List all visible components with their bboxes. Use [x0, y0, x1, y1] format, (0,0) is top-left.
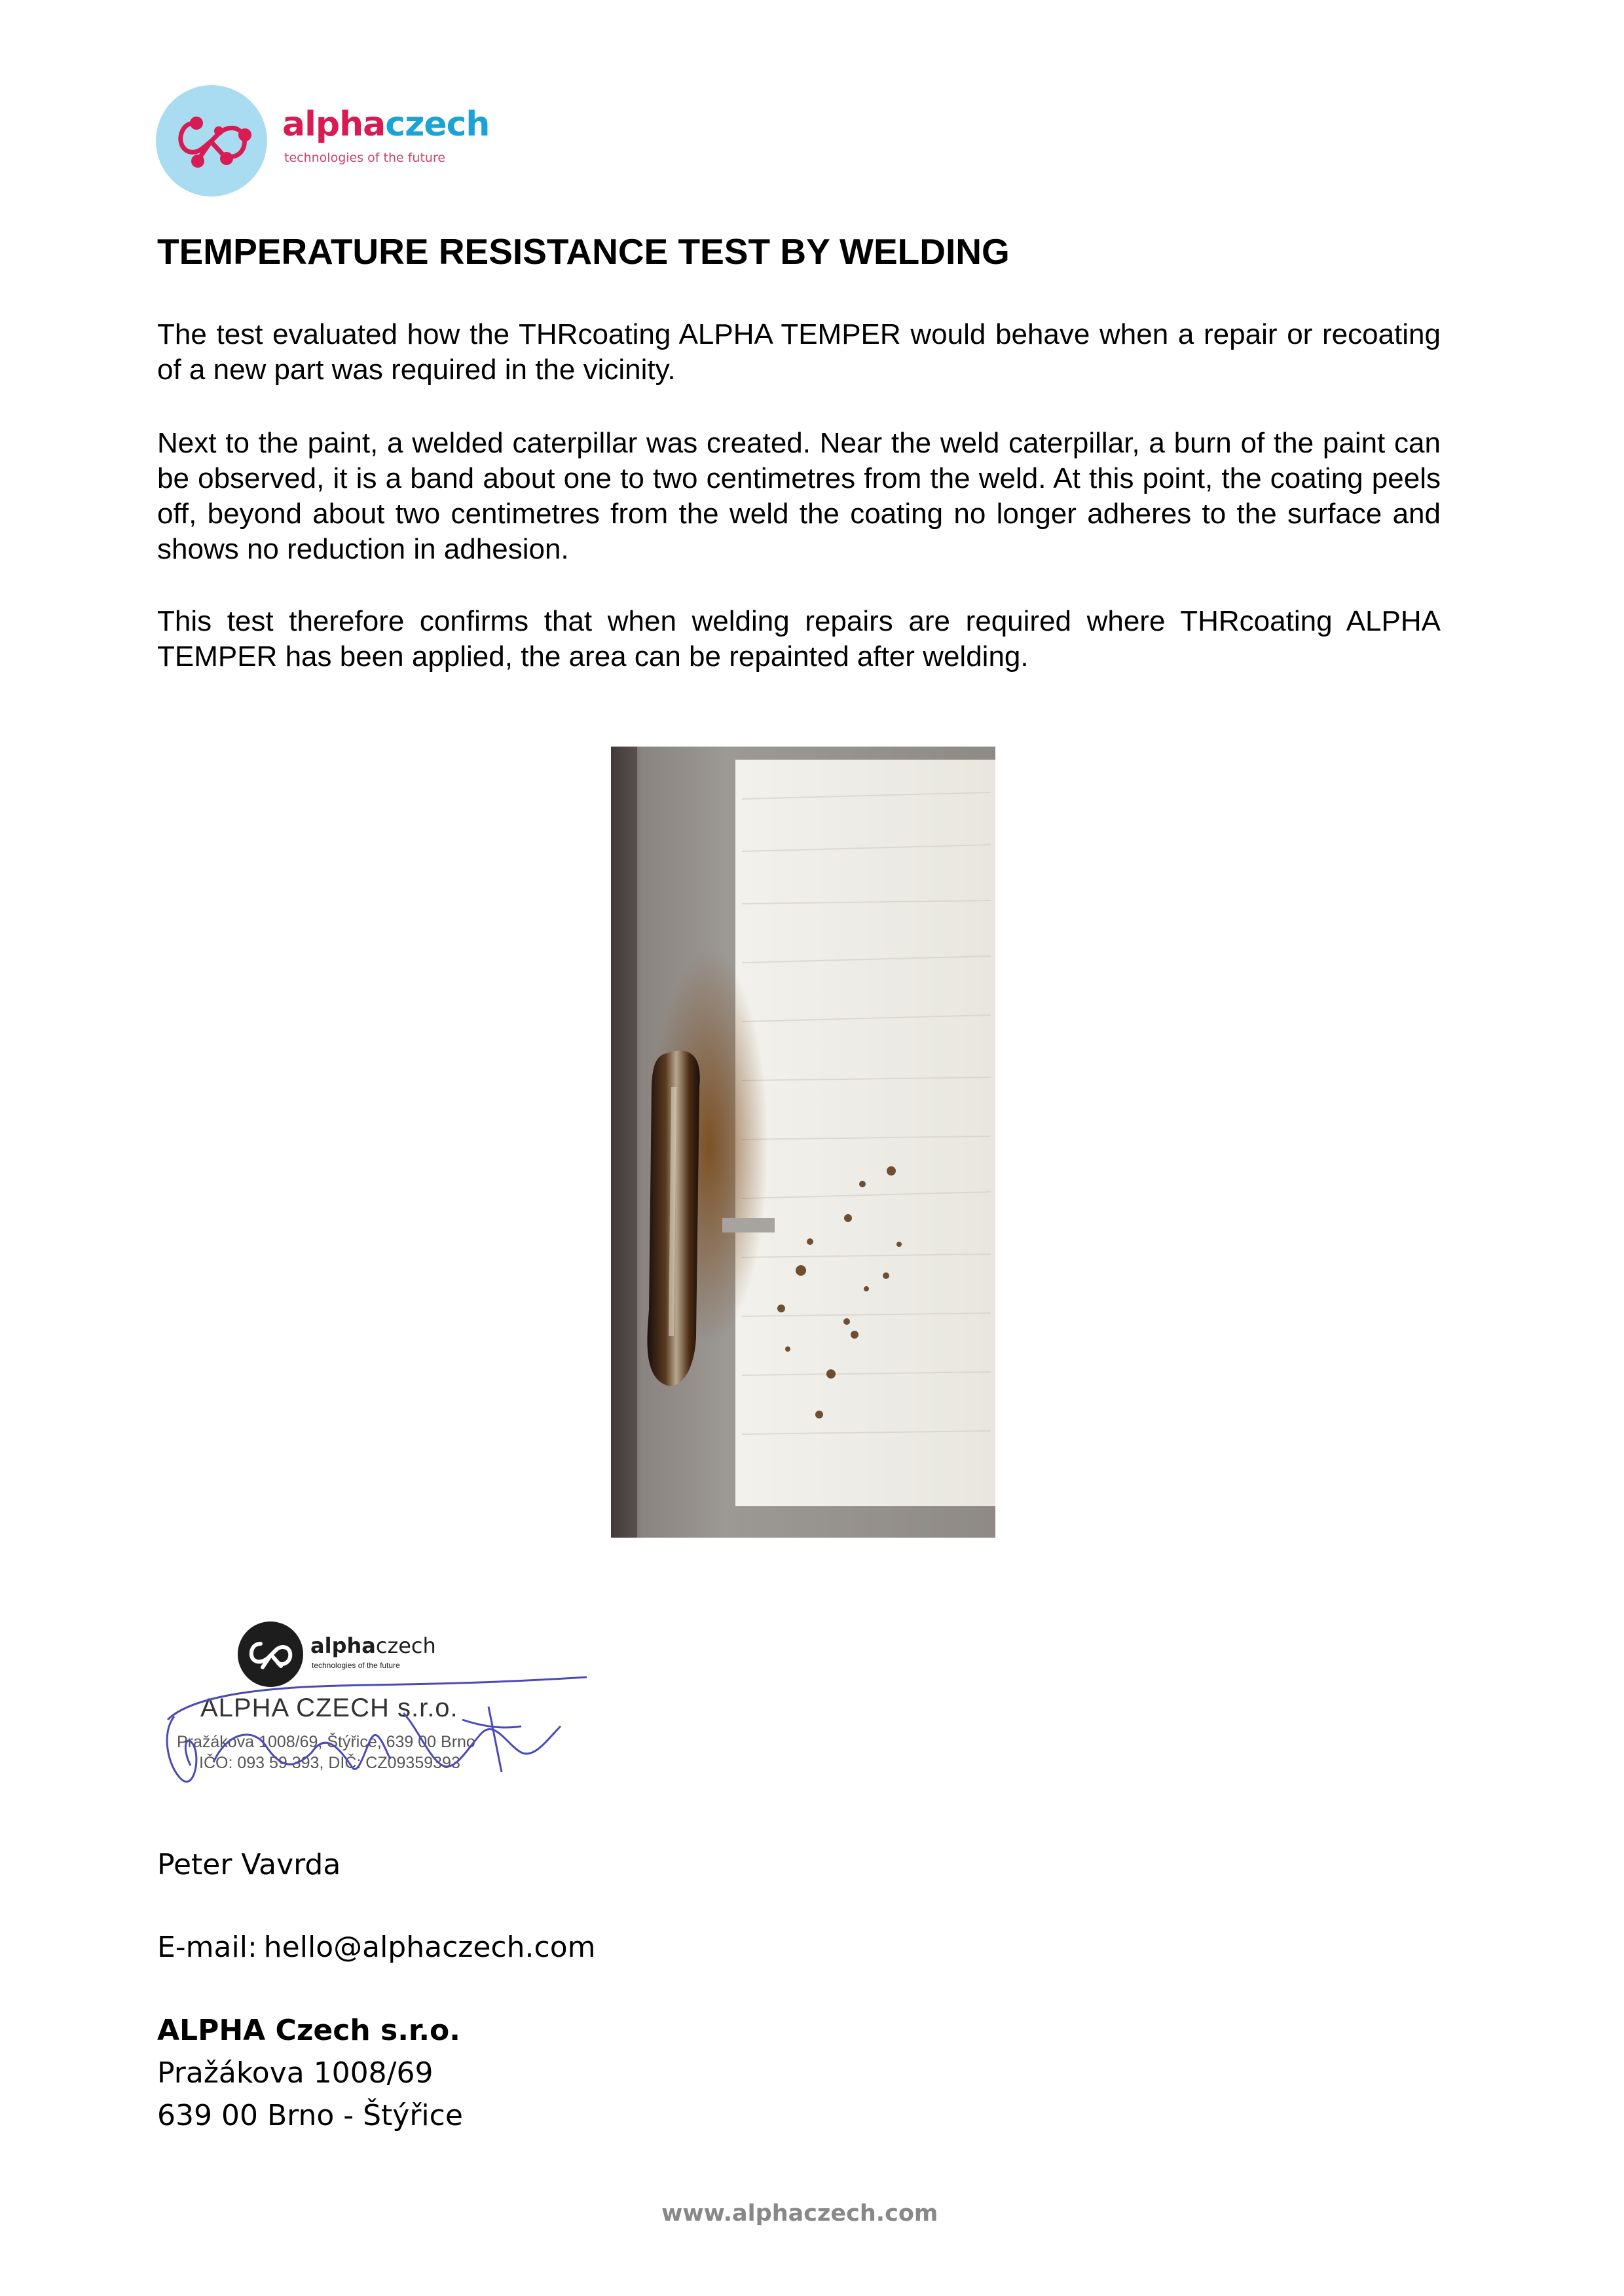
paragraph-intro: The test evaluated how the THRcoating ALPHA TEMPER would behave when a repair or recoating of a new part was required in the vicinity. — [157, 318, 1441, 386]
company-stamp — [155, 1615, 600, 1811]
stamp-logo-alpha: alpha — [310, 1633, 376, 1658]
stamp-company-name: ALPHA CZECH s.r.o. — [200, 1694, 458, 1722]
handwritten-signature — [155, 1615, 600, 1811]
logo-molecule-icon — [156, 85, 267, 196]
logo-wordmark-czech: czech — [385, 105, 490, 144]
paragraph-conclusion: This test therefore confirms that when welding repairs are required where THRcoating ALPHA TEMPER has been applied, the area can be repainted after welding. — [157, 605, 1441, 673]
contact-email-line — [157, 1931, 595, 1964]
company-logo — [156, 85, 509, 196]
company-name: ALPHA Czech s.r.o. — [157, 2014, 460, 2047]
stamp-address: Pražákova 1008/69, Štýřice, 639 00 Brno — [177, 1733, 475, 1751]
document-title: TEMPERATURE RESISTANCE TEST BY WELDING — [157, 231, 1010, 272]
email-address-link[interactable]: hello@alphaczech.com — [263, 1931, 596, 1964]
signatory-name: Peter Vavrda — [157, 1848, 341, 1881]
company-street: Pražákova 1008/69 — [157, 2056, 434, 2090]
stamp-logo-tagline: technologies of the future — [312, 1661, 400, 1670]
stamp-registration-ids: IČO: 093 59 393, DIČ: CZ09359393 — [199, 1754, 460, 1772]
logo-wordmark — [282, 105, 489, 144]
logo-wordmark-alpha: alpha — [282, 105, 386, 144]
footer-website-link[interactable]: www.alphaczech.com — [661, 2200, 938, 2227]
company-city: 639 00 Brno - Štýřice — [157, 2099, 463, 2132]
logo-tagline: technologies of the future — [284, 151, 446, 165]
paragraph-observation: Next to the paint, a welded caterpillar was created. Near the weld caterpillar, a burn of the paint can be observed, it is a band about one to two centimetres from the weld. At this point, the coating peels off, beyond about two centimetres from the weld the coating no longer adheres to the surface and shows no reduction in adhesion. — [157, 427, 1441, 565]
email-label: E-mail: — [157, 1931, 257, 1964]
stamp-logo-czech: czech — [375, 1633, 436, 1658]
weld-test-photo — [611, 747, 995, 1538]
